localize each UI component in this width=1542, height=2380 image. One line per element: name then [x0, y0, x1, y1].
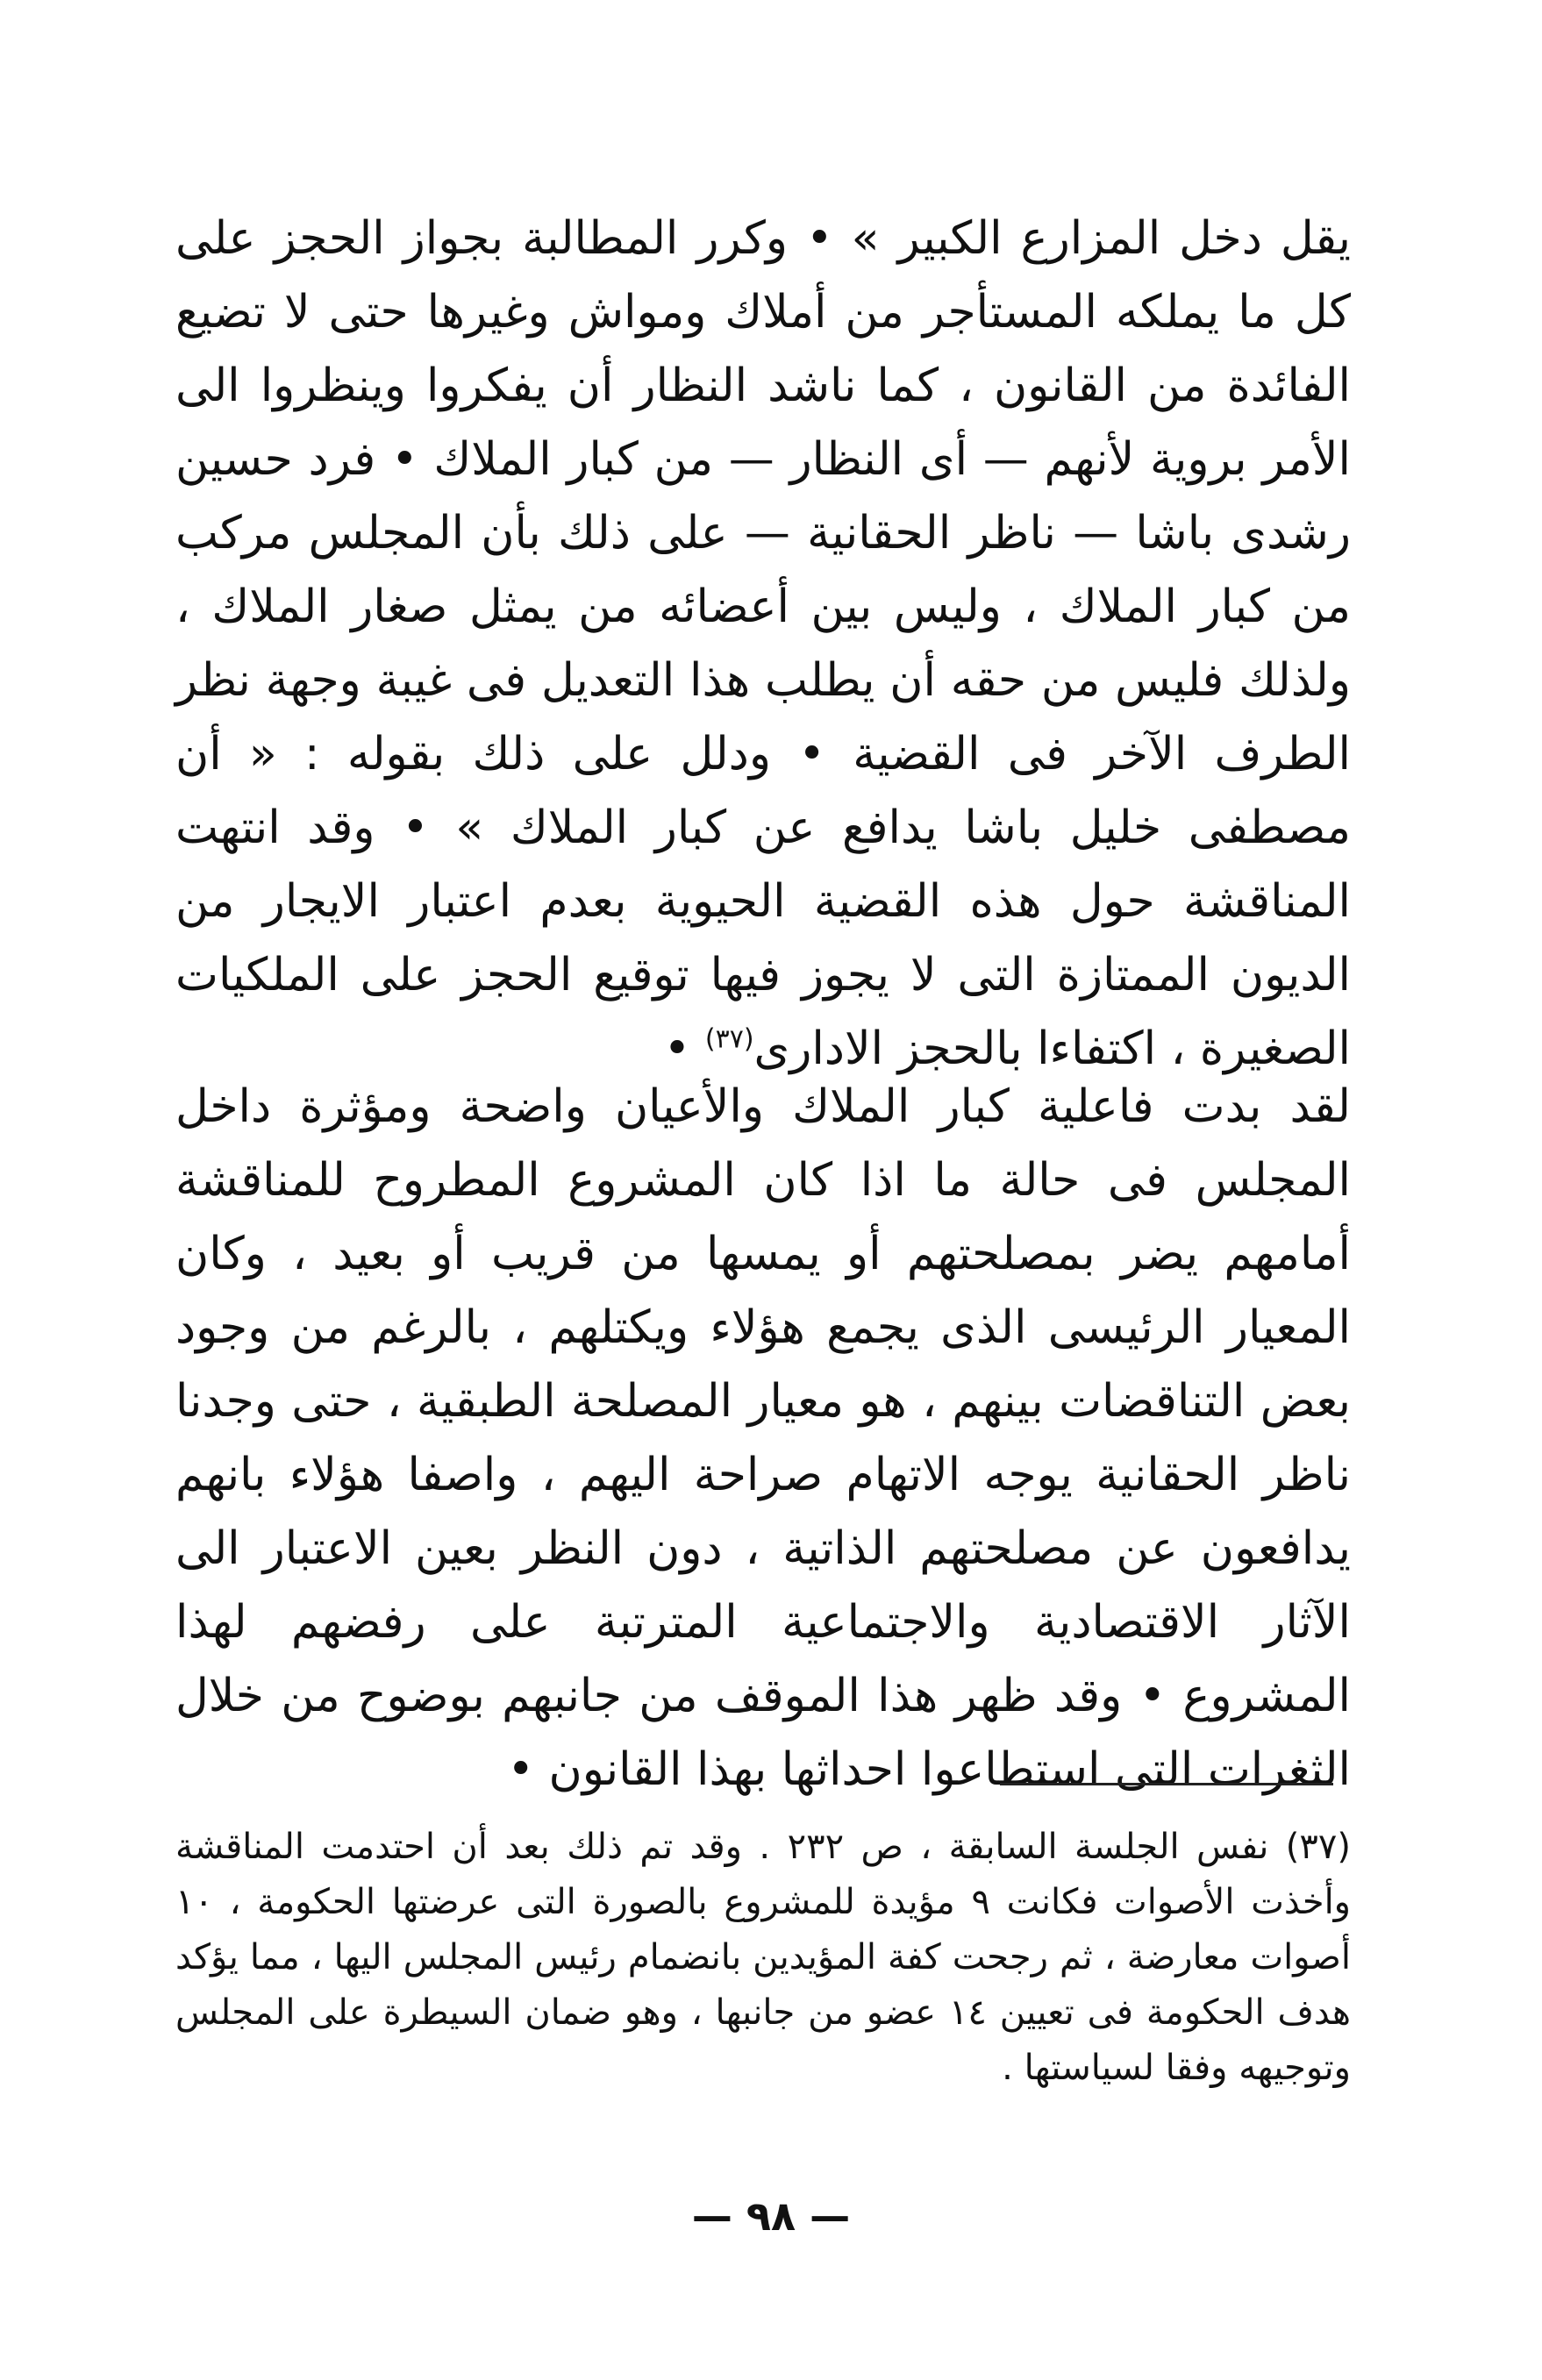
paragraph-1-text [175, 202, 1351, 1086]
paragraph-2-text: لقد بدت فاعلية كبار الملاك والأعيان واضحة ومؤثرة داخل المجلس فى حالة ما اذا كان المشروع المطروح للمناقشة أمامهم يضر بمصلحتهم أو يمسها من قريب أو بعيد ، وكان المعيار الرئيسى الذى يجمع هؤلاء ويكتلهم ، بالرغم من وجود بعض التناقضات بينهم ، هو معيار المصلحة الطبقية ، حتى وجدنا ناظر الحقانية يوجه الاتهام صراحة اليهم ، واصفا هؤلاء بانهم يدافعون عن مصلحتهم الذاتية ، دون النظر بعين الاعتبار الى الآثار الاقتصادية والاجتماعية المترتبة على رفضهم لهذا المشروع • وقد ظهر هذا الموقف من جانبهم بوضوح من خلال الثغرات التى استطاعوا احداثها بهذا القانون • [175, 1080, 1351, 1796]
paragraph-1 [175, 202, 1351, 1086]
footnote-divider [1000, 1783, 1333, 1785]
paragraph-1-end: • [663, 1023, 705, 1075]
footnote-37: (٣٧) نفس الجلسة السابقة ، ص ٢٣٢ . وقد تم ذلك بعد أن احتدمت المناقشة وأخذت الأصوات فكانت ٩ مؤيدة للمشروع بالصورة التى عرضتها الحكومة ، ١٠ أصوات معارضة ، ثم رجحت كفة المؤيدين بانضمام رئيس المجلس اليها ، مما يؤكد هدف الحكومة فى تعيين ١٤ عضو من جانبها ، وهو ضمان السيطرة على المجلس وتوجيهه وفقا لسياستها . [175, 1827, 1352, 2088]
page-number: — ٩٨ — [691, 2192, 851, 2240]
footnote-block [175, 1820, 1351, 2096]
footnote-reference: (٣٧) [704, 1023, 754, 1055]
paragraph-2 [175, 1070, 1351, 1806]
paragraph-1-body: يقل دخل المزارع الكبير » • وكرر المطالبة بجواز الحجز على كل ما يملكه المستأجر من أملاك ومواش وغيرها حتى لا تضيع الفائدة من القانون ، كما ناشد النظار أن يفكروا وينظروا الى الأمر بروية لأنهم — أى النظار — من كبار الملاك • فرد حسين رشدى باشا — ناظر الحقانية — على ذلك بأن المجلس مركب من كبار الملاك ، وليس بين أعضائه من يمثل صغار الملاك ، ولذلك فليس من حقه أن يطلب هذا التعديل فى غيبة وجهة نظر الطرف الآخر فى القضية • ودلل على ذلك بقوله : « أن مصطفى خليل باشا يدافع عن كبار الملاك » • وقد انتهت المناقشة حول هذه القضية الحيوية بعدم اعتبار الايجار من الديون الممتازة التى لا يجوز فيها توقيع الحجز على الملكيات الصغيرة ، اكتفاءا بالحجز الادارى [175, 212, 1351, 1075]
